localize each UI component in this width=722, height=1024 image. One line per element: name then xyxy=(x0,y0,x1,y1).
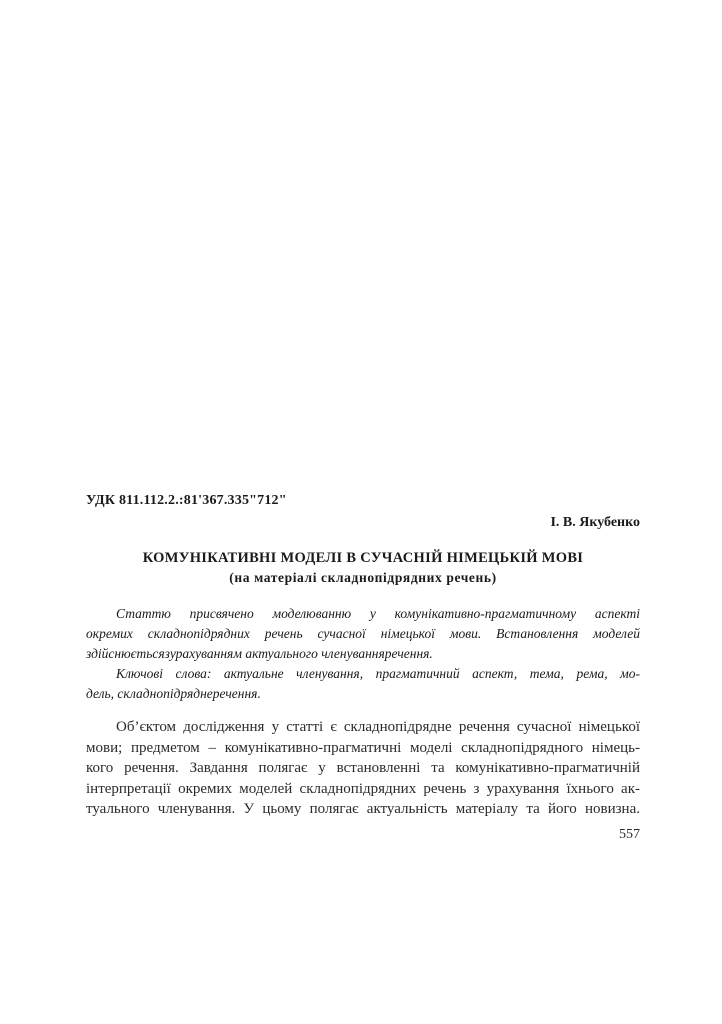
body-line: кого речення. Завдання полягає у встановленні та комунікативно-прагматичній xyxy=(86,760,640,776)
article-title: КОМУНІКАТИВНІ МОДЕЛІ В СУЧАСНІЙ НІМЕЦЬКІЙ МОВІ xyxy=(142,550,584,566)
abstract-line: здійснюєтьсязурахуванням актуального членуванняречення. xyxy=(86,646,433,661)
author-name: І. В. Якубенко xyxy=(550,515,640,530)
body-line: інтерпретації окремих моделей складнопідрядних речень з урахування їхнього ак- xyxy=(86,780,640,797)
article-subtitle: (на матеріалі складнопідрядних речень) xyxy=(229,570,497,585)
abstract-line: окремих складнопідрядних речень сучасної німецької мови. Встановлення моделей xyxy=(86,626,640,641)
body-line: мови; предметом – комунікативно-прагматичні моделі складнопідрядного німець- xyxy=(86,739,640,756)
keywords-line: дель, складнопідряднеречення. xyxy=(86,686,261,701)
body-line: туального членування. У цьому полягає актуальність матеріалу та його новизна. xyxy=(86,801,640,817)
abstract-block xyxy=(86,604,640,704)
keywords-line: Ключові слова: актуальне членування, прагматичний аспект, тема, рема, мо- xyxy=(116,666,640,681)
abstract-line: Статтю присвячено моделюванню у комунікативно-прагматичному аспекті xyxy=(116,606,640,621)
body-paragraph xyxy=(86,717,640,820)
body-line: Об’єктом дослідження у статті є складнопідрядне речення сучасної німецької xyxy=(116,719,640,735)
udk-code: УДК 811.112.2.:81'367.335"712" xyxy=(86,493,287,508)
page-number: 557 xyxy=(619,827,640,842)
